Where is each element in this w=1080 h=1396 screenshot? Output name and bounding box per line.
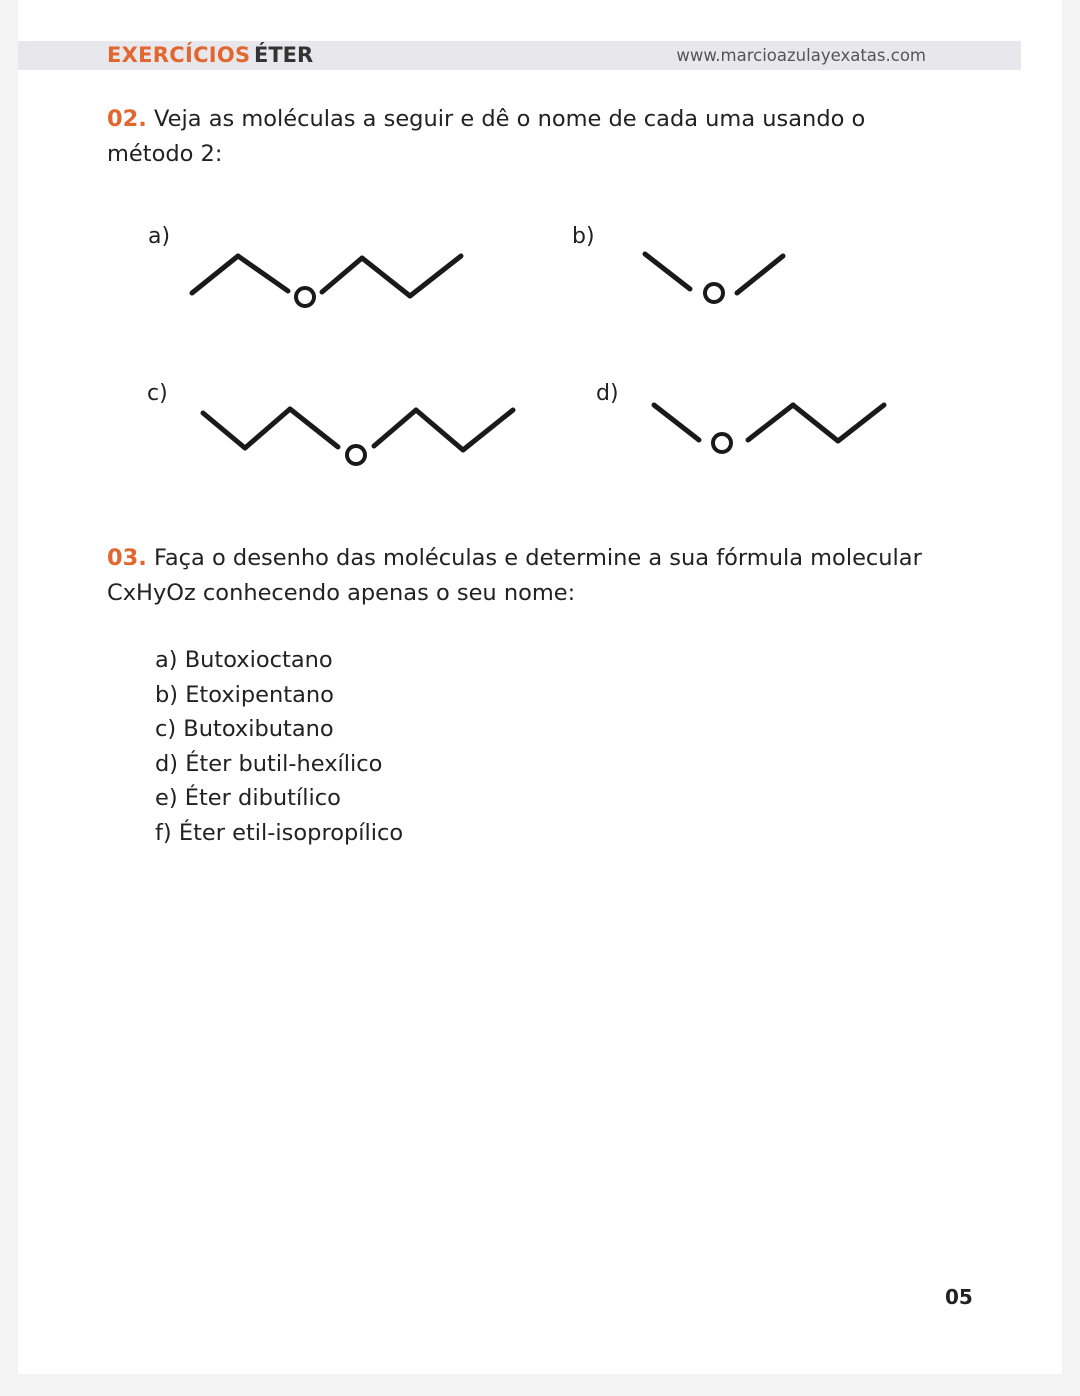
- list-item: b) Etoxipentano: [155, 681, 334, 708]
- oxygen-atom-label: O: [304, 301, 306, 302]
- page-number: 05: [945, 1285, 973, 1309]
- header-url: www.marcioazulayexatas.com: [676, 46, 926, 65]
- question-02-number: 02.: [107, 106, 147, 132]
- molecule-a-label: a): [148, 224, 171, 249]
- oxygen-atom-label: O: [713, 297, 715, 298]
- list-item: f) Éter etil-isopropílico: [155, 819, 404, 846]
- molecule-b-label: b): [572, 224, 595, 249]
- header-topic: ÉTER: [254, 43, 314, 67]
- header-section: EXERCÍCIOS: [107, 43, 251, 67]
- oxygen-atom-label: O: [721, 447, 723, 448]
- question-02-text: Veja as moléculas a seguir e dê o nome de cada uma usando o método 2:: [107, 106, 866, 167]
- list-item: e) Éter dibutílico: [155, 785, 341, 812]
- question-03-number: 03.: [107, 545, 147, 571]
- list-item: a) Butoxioctano: [155, 647, 333, 673]
- question-03: [107, 541, 927, 611]
- question-03-list: [155, 643, 403, 851]
- molecule-d-label: d): [596, 381, 619, 406]
- list-item: d) Éter butil-hexílico: [155, 750, 383, 777]
- question-03-text: Faça o desenho das moléculas e determine a sua fórmula molecular CxHyOz conhecendo apenas o seu nome:: [107, 545, 922, 606]
- oxygen-atom-label: O: [355, 459, 357, 460]
- molecule-c-label: c): [147, 381, 168, 406]
- list-item: c) Butoxibutano: [155, 716, 334, 743]
